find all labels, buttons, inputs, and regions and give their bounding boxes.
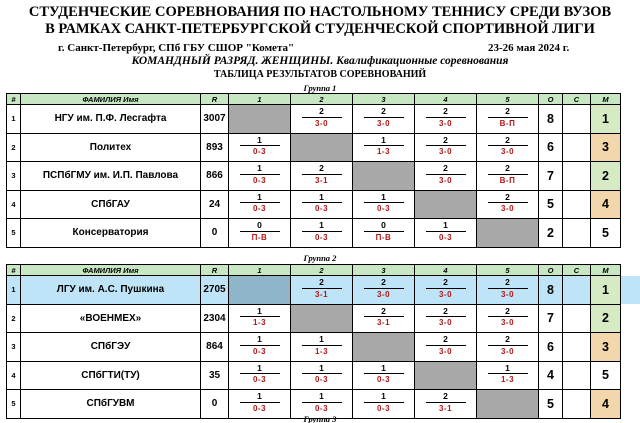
match-cell	[353, 276, 415, 305]
match-cell	[291, 162, 353, 191]
team-rating: 0	[201, 219, 229, 248]
diagonal-cell	[353, 333, 415, 362]
match-points: 1	[240, 392, 280, 403]
set-score: 3-0	[438, 118, 453, 128]
match-points: 1	[240, 335, 280, 346]
match-score	[488, 278, 528, 299]
team-name: СПбГУВМ	[21, 390, 201, 419]
match-points: 1	[302, 392, 342, 403]
set-score: 3-1	[376, 318, 391, 327]
match-points: 1	[302, 335, 342, 346]
team-number: 3	[7, 333, 21, 362]
match-cell	[229, 190, 291, 219]
team-name: НГУ им. П.Ф. Лесгафта	[21, 105, 201, 134]
set-score: 1-3	[376, 147, 391, 156]
place-cell: 2	[591, 304, 621, 333]
match-points: 1	[364, 364, 404, 375]
match-cell	[291, 361, 353, 390]
match-score	[302, 364, 342, 385]
column-header: 2	[291, 265, 353, 276]
diagonal-cell	[415, 361, 477, 390]
set-score: 3-0	[438, 147, 453, 156]
team-number: 3	[7, 162, 21, 191]
set-score: 3-1	[314, 289, 329, 299]
column-c	[563, 304, 591, 333]
total-points: 7	[539, 304, 563, 333]
match-cell	[291, 333, 353, 362]
total-points: 7	[539, 162, 563, 191]
set-score: 3-0	[438, 289, 453, 299]
match-cell	[291, 105, 353, 134]
match-points: 0	[364, 221, 404, 232]
match-points: 2	[488, 278, 528, 289]
team-rating: 0	[201, 390, 229, 419]
team-number: 2	[7, 133, 21, 162]
group-1-results-table	[6, 93, 621, 248]
place-cell: 1	[591, 105, 621, 134]
diagonal-cell	[291, 133, 353, 162]
column-header: R	[201, 265, 229, 276]
match-points: 2	[488, 107, 528, 118]
match-score	[364, 136, 404, 157]
match-points: 1	[240, 136, 280, 147]
match-score	[488, 193, 528, 214]
diagonal-cell	[229, 276, 291, 305]
match-score	[488, 335, 528, 356]
diagonal-cell	[477, 219, 539, 248]
set-score: 0-3	[252, 375, 267, 384]
set-score: 0-3	[376, 204, 391, 213]
match-cell	[477, 190, 539, 219]
match-cell	[353, 304, 415, 333]
match-score	[240, 193, 280, 214]
column-c	[563, 133, 591, 162]
match-cell	[415, 276, 477, 305]
set-score: В-П	[499, 175, 516, 185]
team-row	[7, 276, 621, 305]
match-points: 1	[302, 364, 342, 375]
column-header: #	[7, 94, 21, 105]
total-points: 8	[539, 276, 563, 305]
match-points: 2	[426, 136, 466, 147]
match-cell	[229, 304, 291, 333]
match-points: 2	[488, 136, 528, 147]
set-score: 0-3	[314, 403, 329, 413]
match-points: 2	[426, 392, 466, 403]
match-cell	[291, 219, 353, 248]
match-score	[240, 392, 280, 413]
set-score: В-П	[499, 118, 516, 128]
match-score	[302, 392, 342, 413]
column-header: С	[563, 265, 591, 276]
match-points: 2	[364, 307, 404, 318]
set-score: 1-3	[252, 318, 267, 327]
column-header: #	[7, 265, 21, 276]
match-cell	[415, 162, 477, 191]
total-points: 8	[539, 105, 563, 134]
set-score: 0-3	[252, 346, 267, 356]
diagonal-cell	[291, 304, 353, 333]
match-cell	[477, 333, 539, 362]
team-name: СПбГЭУ	[21, 333, 201, 362]
set-score: П-В	[375, 232, 392, 242]
match-points: 1	[240, 364, 280, 375]
set-score: 0-3	[252, 204, 267, 213]
column-header: 2	[291, 94, 353, 105]
match-score	[302, 335, 342, 356]
set-score: 3-0	[500, 289, 515, 299]
group-1-label: Группа 1	[303, 83, 337, 93]
match-points: 0	[240, 221, 280, 232]
set-score: 3-0	[314, 118, 329, 128]
category-subtitle: КОМАНДНЫЙ РАЗРЯД. ЖЕНЩИНЫ. Квалификационные соревнования	[131, 55, 509, 67]
set-score: 3-0	[376, 118, 391, 128]
set-score: П-В	[251, 232, 268, 242]
team-row	[7, 304, 621, 333]
match-cell	[415, 304, 477, 333]
team-row	[7, 105, 621, 134]
set-score: 0-3	[252, 175, 267, 185]
match-cell	[415, 133, 477, 162]
team-name: ЛГУ им. А.С. Пушкина	[21, 276, 201, 305]
column-c	[563, 162, 591, 191]
place-cell: 3	[591, 133, 621, 162]
group-2-label: Группа 2	[303, 253, 337, 263]
match-score	[426, 164, 466, 185]
match-score	[302, 164, 342, 185]
set-score: 3-0	[438, 318, 453, 327]
set-score: 3-1	[314, 175, 329, 185]
set-score: 1-3	[314, 346, 329, 356]
match-points: 2	[426, 107, 466, 118]
team-number: 5	[7, 390, 21, 419]
set-score: 3-0	[438, 346, 453, 356]
match-points: 1	[364, 193, 404, 204]
team-row	[7, 361, 621, 390]
team-name: «ВОЕНМЕХ»	[21, 304, 201, 333]
diagonal-cell	[229, 105, 291, 134]
team-number: 2	[7, 304, 21, 333]
team-rating: 24	[201, 190, 229, 219]
match-points: 2	[426, 335, 466, 346]
match-points: 2	[302, 278, 342, 289]
match-cell	[229, 333, 291, 362]
match-cell	[477, 304, 539, 333]
match-cell	[353, 105, 415, 134]
match-score	[364, 364, 404, 385]
match-score	[302, 221, 342, 242]
match-points: 2	[488, 164, 528, 175]
title-line-2: В РАМКАХ САНКТ-ПЕТЕРБУРГСКОЙ СТУДЕНЧЕСКОЙ СПОРТИВНОЙ ЛИГИ	[45, 21, 595, 37]
set-score: 3-0	[500, 318, 515, 327]
column-header: ФАМИЛИЯ Имя	[21, 94, 201, 105]
column-header: М	[591, 94, 621, 105]
match-score	[364, 278, 404, 299]
table-title: ТАБЛИЦА РЕЗУЛЬТАТОВ СОРЕВНОВАНИЙ	[213, 69, 427, 80]
team-rating: 2304	[201, 304, 229, 333]
set-score: 0-3	[314, 204, 329, 213]
place-cell: 3	[591, 333, 621, 362]
match-points: 1	[240, 193, 280, 204]
team-name: ПСПбГМУ им. И.П. Павлова	[21, 162, 201, 191]
column-header: 3	[353, 265, 415, 276]
column-header: О	[539, 94, 563, 105]
match-cell	[477, 276, 539, 305]
match-points: 1	[240, 307, 280, 318]
match-points: 2	[488, 307, 528, 318]
column-header: 1	[229, 265, 291, 276]
set-score: 3-0	[438, 175, 453, 185]
team-rating: 864	[201, 333, 229, 362]
group-2-results-table	[6, 264, 621, 419]
match-score	[426, 136, 466, 157]
column-c	[563, 333, 591, 362]
column-header: 4	[415, 94, 477, 105]
diagonal-cell	[353, 162, 415, 191]
match-points: 2	[488, 193, 528, 204]
team-number: 5	[7, 219, 21, 248]
match-points: 2	[364, 278, 404, 289]
match-points: 2	[302, 107, 342, 118]
column-header: R	[201, 94, 229, 105]
match-score	[488, 136, 528, 157]
match-cell	[353, 133, 415, 162]
match-cell	[229, 361, 291, 390]
match-cell	[229, 219, 291, 248]
total-points: 5	[539, 390, 563, 419]
match-score	[488, 307, 528, 328]
group-3-label: Группа 3	[303, 414, 337, 423]
team-name: Консерватория	[21, 219, 201, 248]
match-score	[240, 164, 280, 185]
set-score: 3-0	[500, 346, 515, 356]
match-points: 2	[426, 307, 466, 318]
dates-text: 23-26 мая 2024 г.	[488, 42, 570, 54]
team-rating: 3007	[201, 105, 229, 134]
team-rating: 893	[201, 133, 229, 162]
match-cell	[353, 219, 415, 248]
header-row	[7, 94, 621, 105]
set-score: 0-3	[252, 403, 267, 413]
match-score	[364, 193, 404, 214]
column-header: 5	[477, 94, 539, 105]
diagonal-cell	[415, 190, 477, 219]
total-points: 6	[539, 133, 563, 162]
set-score: 0-3	[252, 147, 267, 156]
match-cell	[477, 361, 539, 390]
set-score: 3-1	[438, 403, 453, 413]
team-rating: 35	[201, 361, 229, 390]
match-score	[240, 221, 280, 242]
column-c	[563, 276, 591, 305]
total-points: 5	[539, 190, 563, 219]
match-score	[488, 107, 528, 128]
place-cell: 2	[591, 162, 621, 191]
team-name: Политех	[21, 133, 201, 162]
total-points: 2	[539, 219, 563, 248]
team-rating: 866	[201, 162, 229, 191]
column-header: 5	[477, 265, 539, 276]
total-points: 4	[539, 361, 563, 390]
column-header: М	[591, 265, 621, 276]
match-cell	[229, 133, 291, 162]
match-cell	[415, 105, 477, 134]
match-score	[302, 107, 342, 128]
set-score: 0-3	[438, 232, 453, 242]
team-row	[7, 162, 621, 191]
match-score	[488, 164, 528, 185]
match-score	[364, 392, 404, 413]
match-points: 2	[426, 164, 466, 175]
team-number: 4	[7, 190, 21, 219]
match-cell	[477, 162, 539, 191]
match-points: 2	[426, 278, 466, 289]
match-points: 1	[240, 164, 280, 175]
match-score	[364, 221, 404, 242]
match-score	[426, 392, 466, 413]
match-points: 2	[364, 107, 404, 118]
match-cell	[353, 361, 415, 390]
column-header: 3	[353, 94, 415, 105]
match-cell	[477, 105, 539, 134]
column-header: С	[563, 94, 591, 105]
column-header: 1	[229, 94, 291, 105]
team-number: 1	[7, 105, 21, 134]
match-points: 1	[426, 221, 466, 232]
team-name: СПбГАУ	[21, 190, 201, 219]
team-row	[7, 133, 621, 162]
match-points: 1	[488, 364, 528, 375]
match-score	[426, 307, 466, 328]
set-score: 0-3	[376, 375, 391, 384]
match-points: 1	[302, 221, 342, 232]
total-points: 6	[539, 333, 563, 362]
column-c	[563, 361, 591, 390]
match-score	[364, 307, 404, 328]
team-number: 1	[7, 276, 21, 305]
column-header: 4	[415, 265, 477, 276]
team-row	[7, 190, 621, 219]
set-score: 3-0	[376, 289, 391, 299]
column-c	[563, 219, 591, 248]
set-score: 0-3	[314, 232, 329, 242]
match-score	[488, 364, 528, 385]
set-score: 3-0	[500, 147, 515, 156]
match-score	[426, 278, 466, 299]
match-score	[364, 107, 404, 128]
match-cell	[291, 276, 353, 305]
match-cell	[229, 162, 291, 191]
match-score	[240, 136, 280, 157]
place-cell: 5	[591, 361, 621, 390]
place-cell: 5	[591, 219, 621, 248]
match-score	[426, 221, 466, 242]
set-score: 3-0	[500, 204, 515, 213]
team-row	[7, 333, 621, 362]
match-score	[302, 193, 342, 214]
team-row	[7, 219, 621, 248]
set-score: 0-3	[376, 403, 391, 413]
header-row	[7, 265, 621, 276]
match-cell	[415, 333, 477, 362]
match-score	[240, 335, 280, 356]
match-points: 1	[302, 193, 342, 204]
team-number: 4	[7, 361, 21, 390]
match-cell	[477, 133, 539, 162]
match-score	[302, 278, 342, 299]
match-points: 1	[364, 136, 404, 147]
match-score	[426, 335, 466, 356]
match-points: 2	[488, 335, 528, 346]
team-name: СПбГТИ(ТУ)	[21, 361, 201, 390]
column-header: ФАМИЛИЯ Имя	[21, 265, 201, 276]
venue-text: г. Санкт-Петербург, СПб ГБУ СШОР "Комета"	[58, 42, 295, 54]
match-cell	[415, 219, 477, 248]
team-rating: 2705	[201, 276, 229, 305]
column-c	[563, 190, 591, 219]
place-cell: 4	[591, 190, 621, 219]
match-points: 2	[302, 164, 342, 175]
title-line-1: СТУДЕНЧЕСКИЕ СОРЕВНОВАНИЯ ПО НАСТОЛЬНОМУ ТЕННИСУ СРЕДИ ВУЗОВ	[28, 4, 612, 20]
match-cell	[353, 190, 415, 219]
place-cell: 1	[591, 276, 621, 305]
column-header: О	[539, 265, 563, 276]
match-score	[240, 307, 280, 328]
match-score	[240, 364, 280, 385]
match-score	[426, 107, 466, 128]
match-points: 1	[364, 392, 404, 403]
column-c	[563, 105, 591, 134]
match-cell	[291, 190, 353, 219]
place-cell: 4	[591, 390, 621, 419]
set-score: 1-3	[500, 375, 515, 384]
set-score: 0-3	[314, 375, 329, 384]
